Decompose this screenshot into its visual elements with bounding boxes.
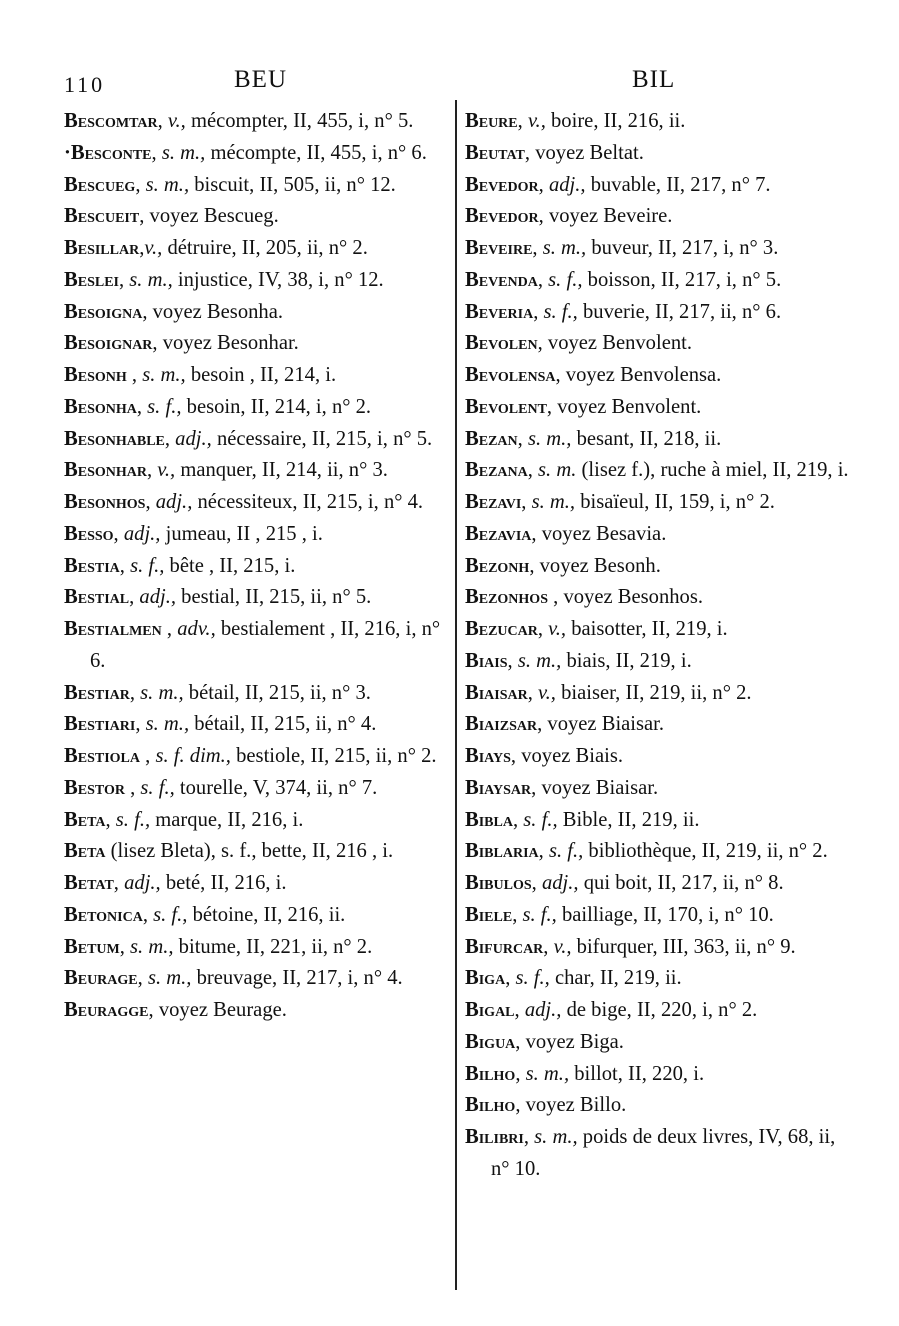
entry-separator: ,	[533, 300, 544, 323]
dictionary-entry	[64, 201, 452, 233]
dictionary-entry	[465, 551, 851, 583]
entry-part-of-speech: s. m.,	[527, 427, 572, 450]
entry-separator: ,	[135, 173, 146, 196]
entry-part-of-speech: s. f.,	[515, 967, 550, 990]
entry-separator: ,	[537, 268, 549, 291]
entry-part-of-speech: s. f.,	[147, 395, 182, 418]
entry-part-of-speech: s. m.,	[140, 681, 184, 704]
entry-part-of-speech: s. f.,	[543, 300, 578, 323]
entry-headword: Besoigna	[64, 300, 143, 323]
dictionary-entry	[64, 741, 452, 773]
dictionary-entry	[465, 773, 851, 805]
entry-headword: Betat	[64, 872, 114, 894]
entry-headword: Beveria	[465, 300, 534, 323]
entry-headword: Bevedor	[465, 173, 539, 196]
entry-headword: Beuragge	[64, 999, 149, 1021]
entry-definition: besoin, II, 214, i, n° 2.	[181, 395, 372, 418]
entry-headword: Bestiari	[64, 713, 136, 736]
dictionary-entry	[465, 995, 851, 1027]
entry-definition: de bige, II, 220, i, n° 2.	[561, 999, 758, 1021]
entry-headword: Betum	[64, 935, 120, 958]
entry-part-of-speech: adj.,	[175, 427, 212, 450]
entry-separator: ,	[157, 110, 168, 132]
entry-separator: ,	[547, 586, 564, 609]
entry-part-of-speech: s. f.,	[153, 903, 188, 926]
entry-definition: voyez Benvolent.	[557, 395, 702, 418]
entry-definition: breuvage, II, 217, i, n° 4.	[191, 967, 403, 990]
entry-separator: ,	[124, 776, 141, 799]
entry-definition: voyez Besonhar.	[162, 332, 299, 355]
entry-definition: bétail, II, 215, ii, n° 4.	[189, 713, 377, 736]
entry-separator: ,	[145, 491, 156, 513]
entry-part-of-speech: adv.,	[177, 618, 216, 640]
entry-separator: ,	[113, 522, 124, 545]
entry-headword: Bevedor	[465, 205, 539, 228]
entry-headword: Biele	[465, 903, 513, 926]
entry-part-of-speech: s. f.,	[523, 808, 558, 831]
dictionary-entry	[64, 995, 452, 1027]
entry-headword: Biais	[465, 649, 508, 672]
dictionary-entry	[64, 551, 452, 583]
dictionary-entry	[465, 297, 851, 329]
entry-headword: Besonha	[64, 395, 137, 418]
entry-separator: ,	[105, 808, 116, 831]
entry-definition: tourelle, V, 374, ii, n° 7.	[174, 776, 378, 799]
entry-part-of-speech: s. m.,	[534, 1126, 578, 1148]
entry-headword: Besoignar	[64, 332, 153, 355]
entry-definition: voyez Benvolensa.	[565, 364, 722, 386]
entry-headword: Bilho	[465, 1094, 516, 1117]
entry-headword: Beveire	[465, 237, 533, 259]
entry-separator: ,	[543, 935, 554, 958]
entry-separator: ,	[555, 364, 566, 386]
entry-separator: ,	[537, 332, 548, 355]
entry-definition: voyez Beltat.	[535, 141, 644, 164]
dictionary-entry	[64, 328, 452, 360]
dictionary-entry	[465, 392, 851, 424]
entry-part-of-speech: v.,	[527, 110, 546, 132]
entry-definition: marque, II, 216, i.	[150, 808, 304, 831]
entry-part-of-speech: s. m.,	[129, 268, 173, 291]
entry-headword: Bezan	[465, 427, 518, 450]
dictionary-entry	[465, 741, 851, 773]
dictionary-entry	[465, 582, 851, 614]
entry-part-of-speech: s. m.,	[142, 364, 186, 386]
entry-definition: besoin , II, 214, i.	[185, 364, 337, 386]
entry-headword: Bigal	[465, 999, 515, 1021]
dictionary-entry	[465, 106, 851, 138]
dictionary-entry	[465, 963, 851, 995]
entry-definition: biaiser, II, 219, ii, n° 2.	[555, 681, 752, 704]
dictionary-entry	[64, 678, 452, 710]
dictionary-entry	[64, 487, 452, 519]
entry-separator: ,	[119, 935, 131, 958]
entry-part-of-speech: s. m.,	[130, 935, 174, 958]
entry-definition: billot, II, 220, i.	[569, 1062, 705, 1085]
entry-definition: voyez Biaisar.	[547, 713, 665, 736]
entry-part-of-speech: s. f.,	[522, 903, 557, 926]
entry-separator: ,	[514, 999, 525, 1021]
entry-part-of-speech: s. m.,	[531, 491, 576, 513]
dictionary-entry	[64, 455, 452, 487]
entry-definition: bétail, II, 215, ii, n° 3.	[183, 681, 371, 704]
dictionary-entry	[64, 265, 452, 297]
entry-separator: ,	[139, 205, 150, 228]
entry-definition: biais, II, 219, i.	[561, 649, 692, 672]
dictionary-entry	[465, 170, 851, 202]
entry-definition: détruire, II, 205, ii, n° 2.	[162, 237, 368, 259]
dictionary-entry	[465, 678, 851, 710]
dictionary-entry	[64, 582, 452, 614]
entry-definition: besant, II, 218, ii.	[571, 427, 722, 450]
entry-definition: beté, II, 216, i.	[160, 872, 287, 894]
entry-separator: ,	[151, 141, 162, 164]
entry-headword: Bezavia	[465, 522, 532, 545]
entry-definition: voyez Besonh.	[539, 554, 661, 577]
entry-headword: Biaysar	[465, 776, 532, 799]
entry-part-of-speech: s. f.,	[548, 840, 584, 863]
entry-definition: voyez Benvolent.	[547, 332, 693, 355]
entry-definition: bibliothèque, II, 219, ii, n° 2.	[583, 840, 828, 863]
entry-definition: buverie, II, 217, ii, n° 6.	[577, 300, 782, 323]
entry-definition: boisson, II, 217, i, n° 5.	[582, 268, 782, 291]
entry-part-of-speech: s. m.,	[147, 967, 192, 990]
entry-definition: injustice, IV, 38, i, n° 12.	[172, 268, 384, 291]
dictionary-entry	[465, 360, 851, 392]
dictionary-entry	[64, 709, 452, 741]
entry-separator: ,	[531, 872, 542, 894]
entry-separator: ,	[126, 364, 143, 386]
entry-part-of-speech: v.,	[538, 681, 556, 704]
dictionary-entry	[64, 138, 452, 170]
dictionary-entry	[64, 392, 452, 424]
entry-separator: ,	[529, 554, 540, 577]
entry-part-of-speech: s. f.,	[115, 808, 151, 831]
entry-part-of-speech: s. f. dim.,	[155, 745, 231, 767]
dictionary-entry	[465, 932, 851, 964]
entry-separator: ,	[512, 808, 524, 831]
entry-part-of-speech: s. m.,	[525, 1062, 570, 1085]
entry-separator: ,	[531, 522, 542, 545]
entry-headword: Bilho	[465, 1062, 516, 1085]
entry-part-of-speech: v.,	[144, 237, 163, 259]
entry-separator: ,	[152, 332, 163, 355]
entry-part-of-speech: v.,	[167, 110, 186, 132]
entry-separator: ,	[531, 776, 542, 799]
entry-headword: Besso	[64, 522, 114, 545]
entry-definition: biscuit, II, 505, ii, n° 12.	[189, 173, 396, 196]
entry-part-of-speech: s. m.,	[145, 713, 190, 736]
entry-separator: ,	[538, 205, 549, 228]
entry-definition: poids de deux livres, IV, 68, ii, n° 10.	[491, 1126, 836, 1180]
entry-separator: ,	[538, 840, 549, 863]
entry-definition: qui boit, II, 217, ii, n° 8.	[578, 872, 784, 894]
entry-headword: Besonhos	[64, 491, 146, 513]
column-divider	[455, 100, 457, 1290]
entry-definition: voyez Beveire.	[548, 205, 673, 228]
entry-separator: ,	[538, 173, 549, 196]
dictionary-entry	[64, 900, 452, 932]
entry-part-of-speech: adj.,	[155, 491, 193, 513]
entry-headword: Bezavi	[465, 491, 522, 513]
entry-headword: Bibla	[465, 808, 513, 831]
entry-definition: mécompter, II, 455, i, n° 5.	[185, 110, 414, 132]
entry-separator: ,	[505, 967, 516, 990]
entry-definition: Bible, II, 219, ii.	[557, 808, 700, 831]
entry-separator: ,	[139, 237, 145, 259]
running-head-right: BIL	[632, 66, 676, 93]
entry-definition: bestialement , II, 216, i, n° 6.	[90, 618, 441, 672]
entry-headword: ·Besconte	[64, 141, 152, 164]
entry-headword: Besonhar	[64, 459, 147, 482]
entry-definition: baisotter, II, 219, i.	[566, 618, 728, 640]
entry-definition: voyez Bescueg.	[149, 205, 279, 228]
entry-definition: bête , II, 215, i.	[164, 554, 296, 577]
entry-headword: Besonhable	[64, 427, 165, 450]
dictionary-entry	[64, 805, 452, 837]
entry-definition: bestiole, II, 215, ii, n° 2.	[230, 745, 437, 767]
dictionary-entry	[64, 519, 452, 551]
entry-headword: Bestor	[64, 776, 125, 799]
entry-separator: ,	[515, 1062, 526, 1085]
entry-definition: voyez Besavia.	[541, 522, 667, 545]
entry-headword: Bezucar	[465, 618, 538, 640]
dictionary-entry	[465, 138, 851, 170]
entry-separator: (lisez	[105, 840, 161, 863]
entry-headword: Beurage	[64, 967, 138, 990]
entry-definition: nécessiteux, II, 215, i, n° 4.	[192, 491, 424, 513]
entry-definition: bitume, II, 221, ii, n° 2.	[173, 935, 373, 958]
entry-headword: Bestiar	[64, 681, 130, 704]
entry-headword: Besillar	[64, 237, 140, 259]
entry-part-of-speech: s. f.,	[130, 554, 165, 577]
entry-part-of-speech: v.,	[548, 618, 567, 640]
dictionary-entry	[64, 170, 452, 202]
entry-headword: Bevolen	[465, 332, 538, 355]
entry-part-of-speech: s. m.,	[542, 237, 587, 259]
dictionary-entry	[465, 836, 851, 868]
entry-headword: Beutat	[465, 141, 525, 164]
entry-definition: bestial, II, 215, ii, n° 5.	[176, 586, 372, 609]
entry-separator: ,	[119, 554, 131, 577]
entry-definition: voyez Besonhos.	[563, 586, 703, 609]
entry-separator: ,	[142, 300, 153, 323]
entry-part-of-speech: adj.,	[139, 586, 177, 609]
dictionary-entry	[465, 900, 851, 932]
entry-headword: Bevolensa	[465, 364, 556, 386]
entry-separator: ,	[135, 713, 146, 736]
entry-separator: ,	[527, 681, 539, 704]
dictionary-entry	[465, 646, 851, 678]
entry-definition: char, II, 219, ii.	[549, 967, 682, 990]
entry-separator: ,	[139, 745, 156, 767]
entry-headword: Bescomtar	[64, 110, 158, 132]
dictionary-entry	[465, 709, 851, 741]
entry-part-of-speech: s. m.,	[161, 141, 206, 164]
entry-definition: voyez Biais.	[521, 745, 624, 767]
entry-headword: Betonica	[64, 903, 143, 926]
dictionary-entry	[465, 201, 851, 233]
entry-separator: ,	[537, 713, 548, 736]
entry-separator: ,	[546, 395, 558, 418]
entry-separator: ,	[510, 745, 522, 767]
entry-definition: buvable, II, 217, n° 7.	[585, 173, 771, 196]
entry-part-of-speech: adj.,	[524, 999, 562, 1021]
entry-headword: Bilibri	[465, 1126, 524, 1148]
entry-separator: ,	[118, 268, 130, 291]
dictionary-entry	[64, 963, 452, 995]
entry-definition: mécompte, II, 455, i, n° 6.	[205, 141, 427, 164]
page-number: 110	[64, 72, 106, 97]
entry-part-of-speech: s. f.,	[548, 268, 583, 291]
right-column	[465, 106, 851, 1186]
dictionary-entry	[465, 233, 851, 265]
entry-headword: Beslei	[64, 268, 119, 291]
entry-separator: ,	[136, 395, 148, 418]
entry-headword: Bevenda	[465, 268, 538, 291]
entry-separator: ,	[515, 1094, 526, 1117]
entry-definition: bisaïeul, II, 159, i, n° 2.	[575, 491, 775, 513]
entry-headword: Bigua	[465, 1030, 516, 1053]
entry-separator: ,	[537, 618, 549, 640]
entry-headword: Bestia	[64, 554, 120, 577]
dictionary-entry	[64, 614, 452, 678]
dictionary-entry	[465, 487, 851, 519]
entry-definition: bétoine, II, 216, ii.	[187, 903, 346, 926]
dictionary-entry	[465, 805, 851, 837]
entry-separator: ,	[146, 459, 158, 482]
entry-definition: voyez Beurage.	[158, 999, 287, 1021]
running-head-left: BEU	[234, 66, 287, 93]
entry-headword: Beure	[465, 110, 518, 132]
entry-separator: ,	[507, 649, 518, 672]
entry-definition: manquer, II, 214, ii, n° 3.	[175, 459, 388, 482]
dictionary-entry	[465, 265, 851, 297]
dictionary-entry	[64, 106, 452, 138]
entry-headword: Biays	[465, 745, 511, 767]
entry-separator: ,	[515, 1030, 526, 1053]
entry-part-of-speech: v.,	[157, 459, 176, 482]
entry-separator: ,	[517, 427, 528, 450]
entry-part-of-speech: s. f.,	[140, 776, 175, 799]
entry-part-of-speech: adj.,	[123, 522, 161, 545]
dictionary-entry	[465, 455, 851, 487]
entry-part-of-speech: adj.,	[548, 173, 586, 196]
entry-definition: nécessaire, II, 215, i, n° 5.	[211, 427, 433, 450]
entry-part-of-speech: s. m.,	[145, 173, 190, 196]
left-column	[64, 106, 452, 1027]
entry-definition: bailliage, II, 170, i, n° 10.	[556, 903, 774, 926]
entry-headword: Bezana	[465, 459, 528, 482]
entry-separator: ,	[164, 427, 176, 450]
entry-separator: ,	[527, 459, 539, 482]
entry-separator: ,	[148, 999, 159, 1021]
dictionary-entry	[64, 932, 452, 964]
dictionary-entry	[64, 868, 452, 900]
dictionary-entry	[465, 1090, 851, 1122]
entry-definition: voyez Besonha.	[152, 300, 283, 323]
dictionary-entry	[465, 1027, 851, 1059]
entry-definition: bifurquer, III, 363, ii, n° 9.	[571, 935, 796, 958]
entry-headword: Bescueit	[64, 205, 140, 228]
entry-headword: Bezonh	[465, 554, 530, 577]
entry-headword: Bezonhos	[465, 586, 548, 609]
dictionary-entry	[465, 328, 851, 360]
entry-separator: ,	[523, 1126, 535, 1148]
dictionary-entry	[465, 424, 851, 456]
entry-part-of-speech: s. m.	[538, 459, 577, 482]
entry-separator: ,	[161, 618, 178, 640]
dictionary-entry	[465, 868, 851, 900]
entry-separator: ,	[532, 237, 543, 259]
entry-headword: Beta	[64, 808, 106, 831]
entry-headword: Biga	[465, 967, 506, 990]
entry-headword: Bescueg	[64, 173, 136, 196]
entry-definition: voyez Billo.	[525, 1094, 627, 1117]
dictionary-entry	[64, 836, 452, 868]
entry-separator: ,	[113, 872, 125, 894]
dictionary-entry	[64, 297, 452, 329]
dictionary-entry	[465, 519, 851, 551]
dictionary-entry	[64, 360, 452, 392]
dictionary-entry	[64, 424, 452, 456]
entry-headword: Biblaria	[465, 840, 539, 863]
entry-part-of-speech: v.,	[553, 935, 572, 958]
entry-headword: Bestial	[64, 586, 130, 609]
entry-definition: voyez Biaisar.	[541, 776, 659, 799]
entry-headword: Beta	[64, 840, 106, 863]
entry-part-of-speech: adj.,	[124, 872, 161, 894]
entry-headword: Biaizsar	[465, 713, 538, 736]
entry-definition: Bleta), s. f., bette, II, 216 , i.	[160, 840, 394, 863]
dictionary-entry	[465, 614, 851, 646]
entry-definition: voyez Biga.	[525, 1030, 624, 1053]
entry-definition: (lisez f.), ruche à miel, II, 219, i.	[576, 459, 849, 482]
entry-headword: Besonh	[64, 364, 127, 386]
entry-separator: ,	[142, 903, 154, 926]
entry-separator: ,	[137, 967, 148, 990]
entry-separator: ,	[517, 110, 528, 132]
entry-part-of-speech: s. m.,	[517, 649, 562, 672]
entry-definition: boire, II, 216, ii.	[545, 110, 686, 132]
dictionary-entry	[465, 1059, 851, 1091]
entry-separator: ,	[521, 491, 532, 513]
entry-headword: Bestiola	[64, 745, 140, 767]
entry-separator: ,	[524, 141, 536, 164]
entry-headword: Biaisar	[465, 681, 528, 704]
entry-headword: Bevolent	[465, 395, 547, 418]
entry-headword: Bestialmen	[64, 618, 162, 640]
dictionary-entry	[64, 233, 452, 265]
entry-definition: jumeau, II , 215 , i.	[160, 522, 323, 545]
dictionary-entry	[465, 1122, 851, 1186]
entry-separator: ,	[129, 681, 141, 704]
entry-headword: Bifurcar	[465, 935, 544, 958]
entry-separator: ,	[512, 903, 523, 926]
entry-part-of-speech: adj.,	[541, 872, 579, 894]
dictionary-entry	[64, 773, 452, 805]
entry-definition: buveur, II, 217, i, n° 3.	[586, 237, 779, 259]
entry-separator: ,	[129, 586, 140, 609]
entry-headword: Bibulos	[465, 872, 532, 894]
